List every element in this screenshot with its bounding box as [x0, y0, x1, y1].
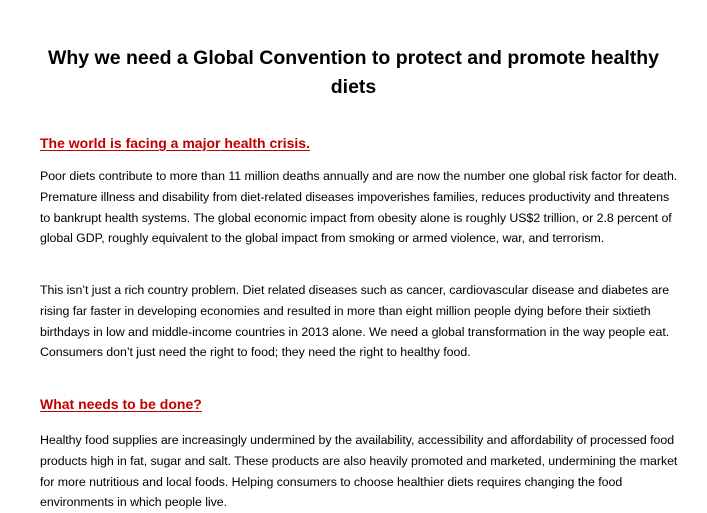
section-heading-what-needs-done: What needs to be done? — [40, 396, 202, 412]
paragraph-not-rich-country: This isn’t just a rich country problem. Diet related diseases such as cancer, cardiovascular disease and diabetes are rising far faster in developing economies and resulted in more than eight million people dying before their sixtieth birthdays in low and middle-income countries in 2013 alone. We need a global transformation in the way people eat. Consumers don’t just need the right to food; they need the right to healthy food. — [40, 283, 670, 360]
section-heading-health-crisis: The world is facing a major health crisis. — [40, 135, 310, 151]
paragraph-poor-diets: Poor diets contribute to more than 11 million deaths annually and are now the number one global risk factor for death. Premature illness and disability from diet-related diseases impoverishes families, reduces productivity and threatens to bankrupt health systems. The global economic impact from obesity alone is roughly US$2 trillion, or 2.8 percent of global GDP, roughly equivalent to the global impact from smoking or armed violence, war, and terrorism. — [40, 169, 678, 246]
paragraph-healthy-food-supplies: Healthy food supplies are increasingly undermined by the availability, accessibility and affordability of processed food products high in fat, sugar and salt. These products are also heavily promoted and marketed, undermining the market for more nutritious and local foods. Helping consumers to choose healthier diets requires changing the food environments in which people live. — [40, 433, 678, 510]
document-title: Why we need a Global Convention to protect and promote healthy diets — [47, 47, 660, 98]
